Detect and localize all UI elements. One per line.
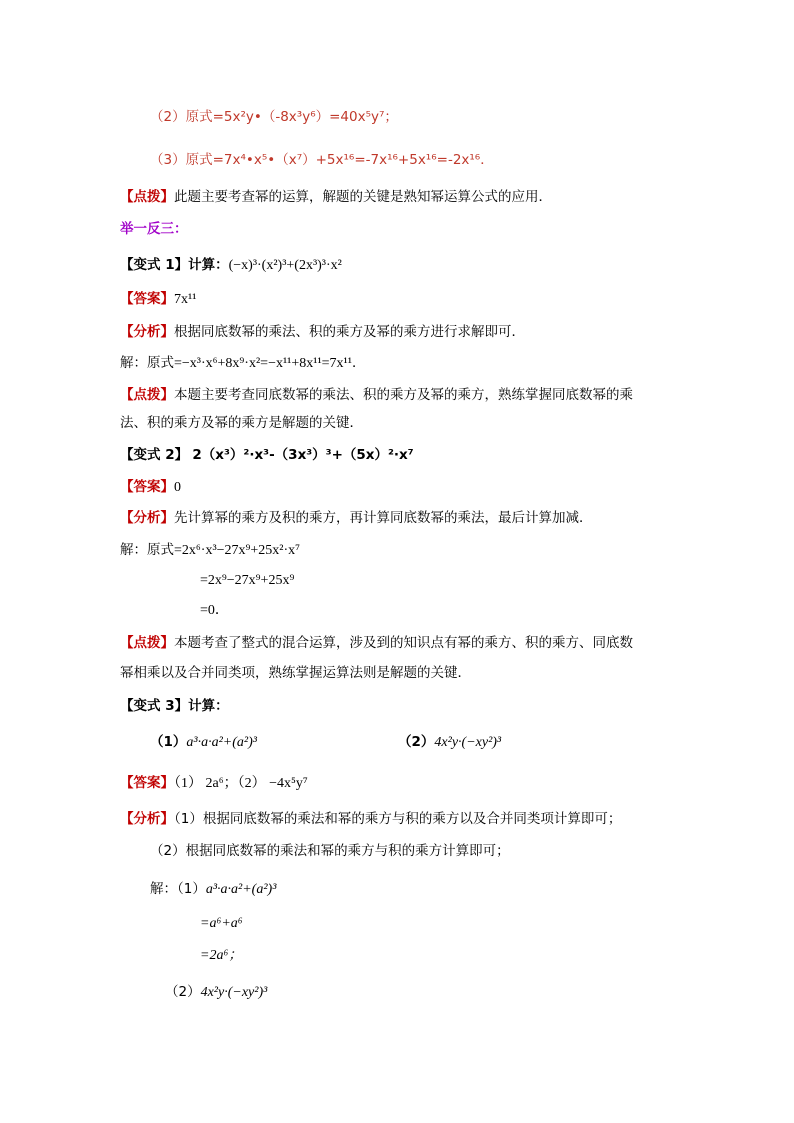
ju-yi-fan-san-heading: 举一反三：	[120, 221, 188, 237]
solution-2-line-1: 解：原式=2x⁶·x³−27x⁹+25x²·x⁷	[120, 542, 301, 558]
solution-part-2: （2）原式=5x²y•（-8x³y⁶）=40x⁵y⁷；	[150, 109, 398, 125]
variant-3-part-2: （2）4x²y·(−xy²)³	[398, 734, 502, 750]
variant-3-part-1: （1）a³·a·a²+(a²)³	[150, 734, 257, 750]
analysis-3-line-2: （2）根据同底数幂的乘法和幂的乘方与积的乘方计算即可；	[150, 843, 510, 859]
solution-3-line-2: =2a⁶；	[200, 948, 243, 963]
answer-1: 【答案】7x¹¹	[120, 291, 197, 307]
dianbo-3-line-2: 幂相乘以及合并同类项，熟练掌握运算法则是解题的关键．	[120, 665, 471, 681]
variant-3: 【变式 3】计算：	[120, 698, 229, 714]
answer-3: 【答案】（1） 2a⁶；（2） −4x⁵y⁷	[120, 775, 308, 791]
solution-3-part-2: （2）4x²y·(−xy²)³	[165, 984, 268, 1000]
solution-part-3: （3）原式=7x⁴•x⁵•（x⁷）+5x¹⁶=-7x¹⁶+5x¹⁶=-2x¹⁶．	[150, 152, 494, 168]
analysis-3-line-1: 【分析】（1）根据同底数幂的乘法和幂的乘方与积的乘方以及合并同类项计算即可；	[120, 811, 622, 827]
answer-2: 【答案】0	[120, 479, 181, 495]
dianbo-2-line-2: 法、积的乘方及幂的乘方是解题的关键．	[120, 415, 363, 431]
dianbo-3-line-1: 【点拨】本题考查了整式的混合运算，涉及到的知识点有幂的乘方、积的乘方、同底数	[120, 635, 633, 651]
dianbo-1: 【点拨】此题主要考查幂的运算，解题的关键是熟知幂运算公式的应用．	[120, 189, 552, 205]
solution-2-line-3: =0．	[200, 603, 229, 618]
analysis-2: 【分析】先计算幂的乘方及积的乘方，再计算同底数幂的乘法，最后计算加减．	[120, 510, 593, 526]
solution-2-line-2: =2x⁹−27x⁹+25x⁹	[200, 573, 295, 588]
solution-1: 解：原式=−x³·x⁶+8x⁹·x²=−x¹¹+8x¹¹=7x¹¹．	[120, 355, 366, 371]
analysis-1: 【分析】根据同底数幂的乘法、积的乘方及幂的乘方进行求解即可．	[120, 324, 525, 340]
variant-1: 【变式 1】计算：(−x)³·(x²)³+(2x³)³·x²	[120, 257, 342, 273]
solution-3-line-1: =a⁶+a⁶	[200, 916, 243, 931]
solution-3-header: 解：（1）a³·a·a²+(a²)³	[150, 881, 277, 897]
variant-2: 【变式 2】 2（x³）²·x³-（3x³）³+（5x）²·x⁷	[120, 447, 414, 463]
dianbo-2-line-1: 【点拨】本题主要考查同底数幂的乘法、积的乘方及幂的乘方，熟练掌握同底数幂的乘	[120, 387, 633, 403]
